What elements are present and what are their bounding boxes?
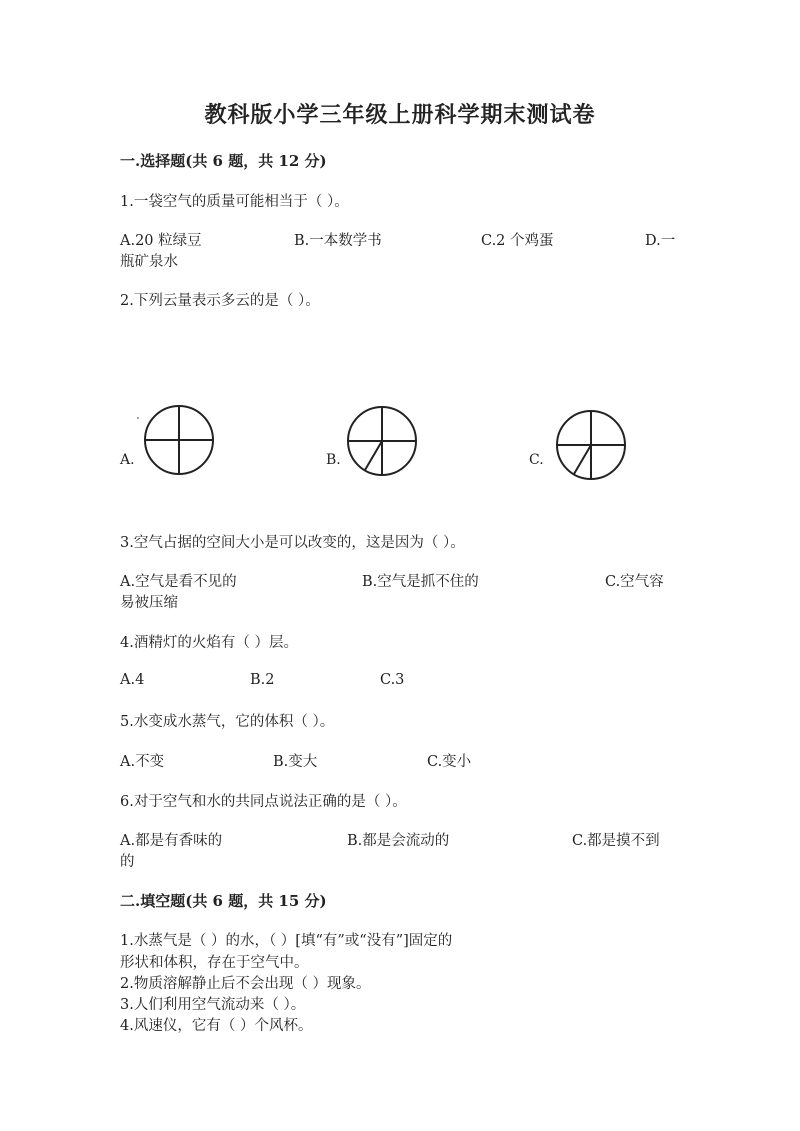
fill-question-2: 2.物质溶解静止后不会出现（ ）现象。 xyxy=(120,976,371,992)
question-4-option-b: B.2 xyxy=(250,672,275,688)
question-3-option-c: C.空气容 xyxy=(605,574,664,590)
question-2-option-a: A. xyxy=(120,452,135,468)
cloud-cover-circle-c xyxy=(554,408,628,482)
question-4-option-a: A.4 xyxy=(120,672,145,688)
question-1-option-c: C.2 个鸡蛋 xyxy=(481,233,554,249)
cloud-cover-circle-b xyxy=(345,404,419,478)
question-5-option-a: A.不变 xyxy=(120,754,165,770)
question-3-stem: 3.空气占据的空间大小是可以改变的，这是因为（ ）。 xyxy=(120,535,465,551)
question-1-stem: 1.一袋空气的质量可能相当于（ ）。 xyxy=(120,194,349,210)
question-6-option-c-continued: 的 xyxy=(120,854,135,870)
question-6-option-a: A.都是有香味的 xyxy=(120,833,223,849)
cloud-cover-circle-a xyxy=(142,403,216,477)
question-5-stem: 5.水变成水蒸气，它的体积（ ）。 xyxy=(120,714,335,730)
question-3-option-b: B.空气是抓不住的 xyxy=(362,574,479,590)
stray-dot xyxy=(137,417,139,419)
page-title: 教科版小学三年级上册科学期末测试卷 xyxy=(204,102,596,128)
question-2-option-b: B. xyxy=(326,452,341,468)
question-3-option-c-continued: 易被压缩 xyxy=(120,595,178,611)
question-1-option-d-continued: 瓶矿泉水 xyxy=(120,254,178,270)
question-2-stem: 2.下列云量表示多云的是（ ）。 xyxy=(120,293,320,309)
question-1-option-a: A.20 粒绿豆 xyxy=(120,233,202,249)
question-5-option-b: B.变大 xyxy=(273,754,318,770)
question-2-option-c: C. xyxy=(529,452,544,468)
question-1-option-b: B.一本数学书 xyxy=(294,233,382,249)
fill-question-1-line-1: 1.水蒸气是（ ）的水，（ ）[填“有”或“没有”]固定的 xyxy=(120,933,453,949)
question-3-option-a: A.空气是看不见的 xyxy=(120,574,237,590)
question-6-stem: 6.对于空气和水的共同点说法正确的是（ ）。 xyxy=(120,794,407,810)
fill-question-4: 4.风速仪，它有（ ）个风杯。 xyxy=(120,1018,313,1034)
question-6-option-c: C.都是摸不到 xyxy=(572,833,660,849)
question-6-option-b: B.都是会流动的 xyxy=(347,833,450,849)
fill-question-3: 3.人们利用空气流动来（ ）。 xyxy=(120,997,306,1013)
question-5-option-c: C.变小 xyxy=(427,754,472,770)
question-4-stem: 4.酒精灯的火焰有（ ）层。 xyxy=(120,635,298,651)
fill-question-1-line-2: 形状和体积，存在于空气中。 xyxy=(120,955,309,971)
question-4-option-c: C.3 xyxy=(380,672,405,688)
section-heading-choice: 一.选择题(共 6 题，共 12 分) xyxy=(120,152,327,170)
section-heading-fill: 二.填空题(共 6 题，共 15 分) xyxy=(120,892,327,910)
question-1-option-d: D.一 xyxy=(645,233,676,249)
